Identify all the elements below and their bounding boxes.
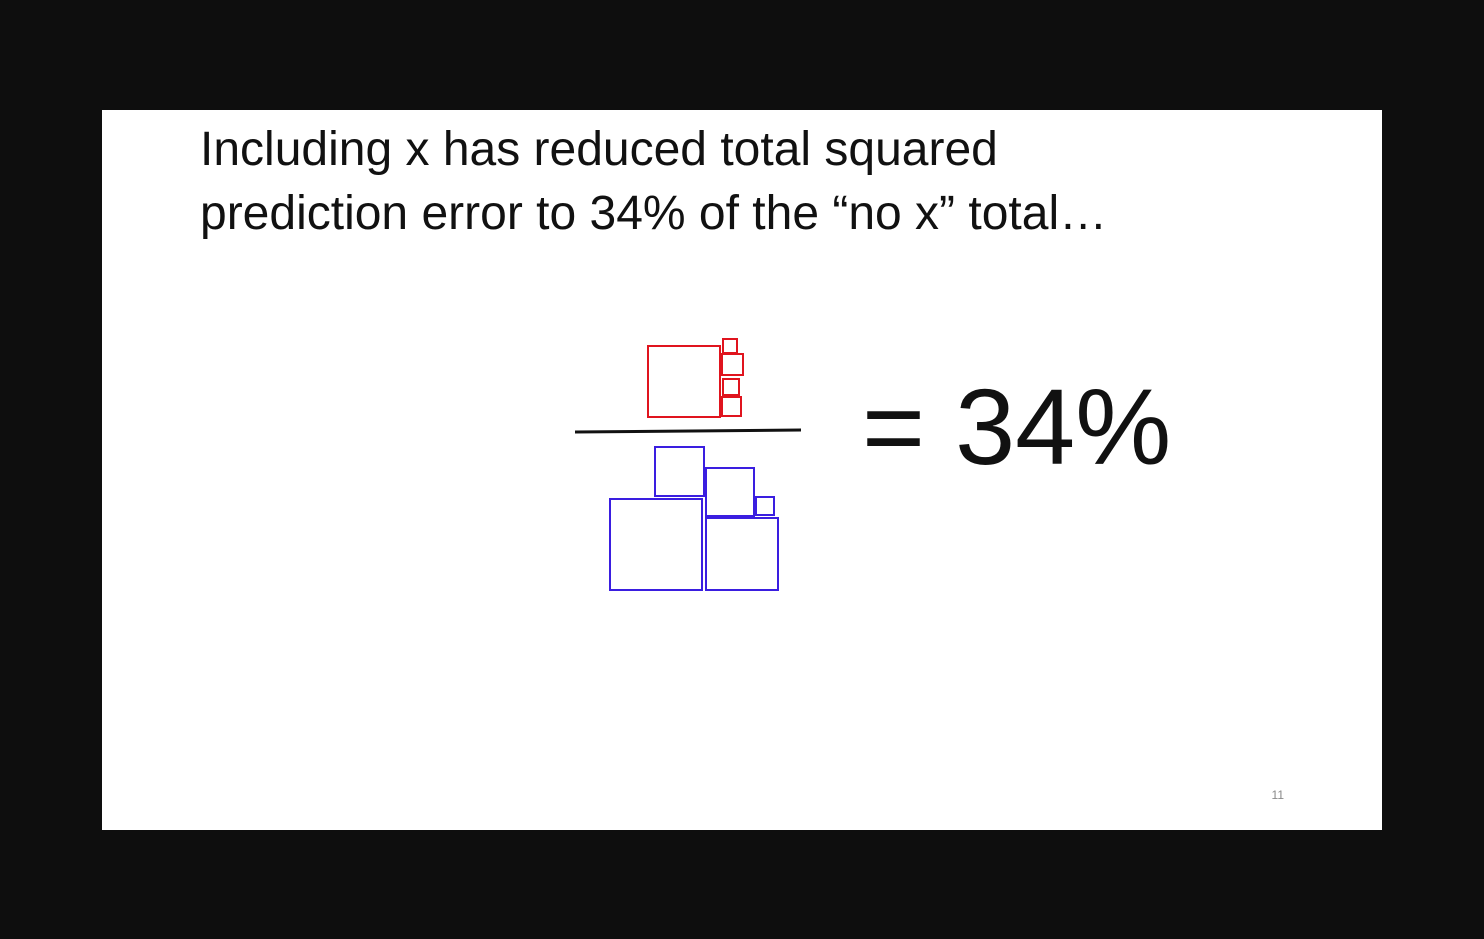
numerator-square xyxy=(648,346,720,417)
denominator-square xyxy=(706,468,754,516)
ratio-result: = 34% xyxy=(862,366,1172,487)
fraction-bar xyxy=(575,430,801,432)
numerator-square xyxy=(723,339,737,353)
slide-title-line-2: prediction error to 34% of the “no x” total… xyxy=(200,187,1108,240)
denominator-squares xyxy=(610,447,778,590)
slide-number: 11 xyxy=(1271,788,1284,802)
slide-title-line-1: Including x has reduced total squared xyxy=(200,123,998,176)
slide xyxy=(102,110,1382,830)
denominator-square xyxy=(655,447,704,496)
numerator-square xyxy=(722,354,743,375)
numerator-square xyxy=(723,379,739,395)
numerator-squares xyxy=(648,339,743,417)
denominator-square xyxy=(610,499,702,590)
numerator-square xyxy=(722,397,741,416)
denominator-square xyxy=(706,518,778,590)
denominator-square xyxy=(756,497,774,515)
squared-error-ratio-figure xyxy=(102,110,1382,830)
